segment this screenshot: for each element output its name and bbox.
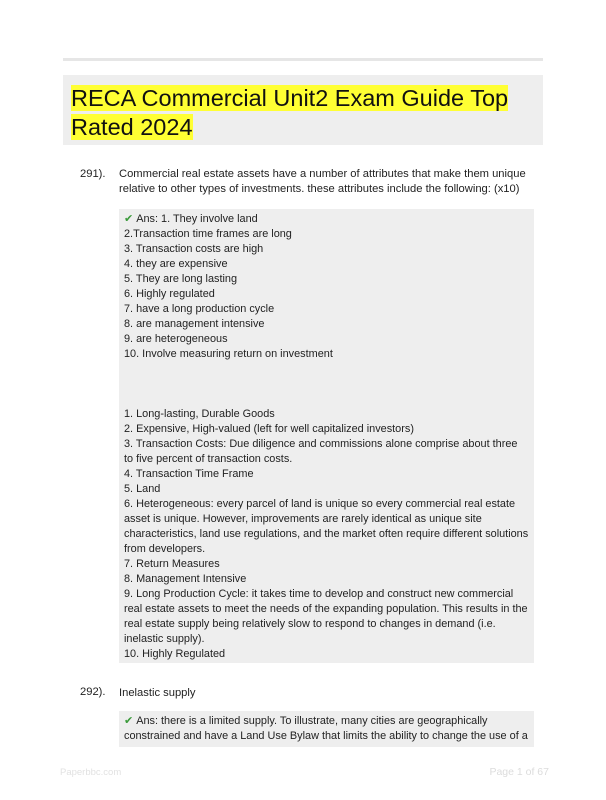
answer-line: 1. Long-lasting, Durable Goods [124,408,275,420]
answer-line: 3. Transaction Costs: Due diligence and commissions alone comprise about three to five percent of transaction costs. [124,438,518,465]
question-number: 292). [80,686,106,698]
answer-line: ✔ Ans: there is a limited supply. To illustrate, many cities are geographically constrained and have a Land Use Bylaw that limits the ability to change the use of a [124,715,528,742]
answer-line: 6. Highly regulated [124,288,215,300]
title-banner [63,75,543,145]
answer-line: 10. Involve measuring return on investment [124,348,333,360]
answer-line: 4. they are expensive [124,258,228,270]
page-title: RECA Commercial Unit2 Exam Guide Top Rated 2024 [71,85,509,140]
answer-line: 8. are management intensive [124,318,265,330]
answer-line: 2. Expensive, High-valued (left for well capitalized investors) [124,423,414,435]
answer-line: 6. Heterogeneous: every parcel of land is unique so every commercial real estate asset is unique. However, improvements are rarely identical as unique site characteristics, land use regulations, and the market often require different solutions from developers. [124,498,529,555]
answer-line: 10. Highly Regulated [124,648,226,660]
answer-line: 4. Transaction Time Frame [124,468,254,480]
answer-line: 3. Transaction costs are high [124,243,264,255]
answer-spacer [124,362,529,407]
check-icon: ✔ [124,715,134,727]
page-number: Page 1 of 67 [489,766,549,778]
question-number: 291). [80,168,106,180]
answer-box [119,711,534,747]
question-text: Inelastic supply [119,687,196,699]
top-divider [63,58,543,61]
answer-line: 5. Land [124,483,161,495]
answer-line: 7. Return Measures [124,558,220,570]
answer-line: 9. are heterogeneous [124,333,228,345]
answer-box [119,209,534,663]
answer-line: 7. have a long production cycle [124,303,275,315]
answer-line: 5. They are long lasting [124,273,238,285]
answer-line: 9. Long Production Cycle: it takes time to develop and construct new commercial real estate assets to meet the needs of the expanding population. This results in the real estate supply being relatively slow to respond to changes in demand (i.e. inelastic supply). [124,588,528,645]
question-text: Commercial real estate assets have a number of attributes that make them unique relative to other types of investments. these attributes include the following: (x10) [119,168,526,195]
check-icon: ✔ [124,213,134,225]
footer-site: Paperbbc.com [60,767,122,778]
answer-line: 8. Management Intensive [124,573,247,585]
answer-line: ✔ Ans: 1. They involve land [124,213,258,225]
answer-line: 2.Transaction time frames are long [124,228,292,240]
